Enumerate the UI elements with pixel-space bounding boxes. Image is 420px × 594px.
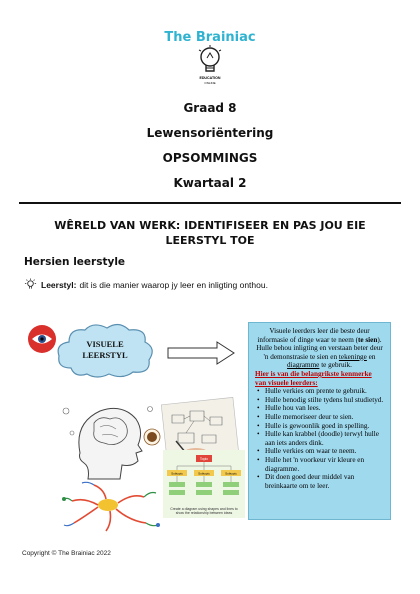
diagram-top-label: Topic: [199, 457, 209, 461]
right-arrow-icon: [167, 341, 235, 365]
definition-text: dit is die manier waarop jy leer en inligting onthou.: [79, 279, 268, 290]
definition: [24, 278, 268, 291]
list-item: • Hulle het 'n voorkeur vir kleure en diagramme.: [265, 456, 384, 473]
lightbulb-icon: [24, 278, 37, 291]
lightbulb-logo-icon: [195, 44, 225, 92]
section-heading: WÊRELD VAN WERK: IDENTIFISEER EN PAS JOU EIE LEERSTYL TOE: [54, 219, 366, 247]
grade: Graad 8: [183, 101, 237, 115]
trait-list: [255, 387, 384, 490]
list-item: • Dit doen goed deur middel van breinkaarte om te leer.: [265, 473, 384, 490]
list-item: • Hulle benodig stilte tydens hul studietyd.: [265, 396, 384, 405]
subject: Lewensoriëntering: [146, 126, 274, 140]
subheading: Hersien leerstyle: [24, 256, 126, 268]
logo-text-2: ONLINE: [204, 81, 216, 85]
list-item: • Hulle verkies om waar te neem.: [265, 447, 384, 456]
brand-title: The Brainiac: [164, 30, 256, 45]
diagram-mid-label: Subtopic: [171, 471, 183, 476]
definition-term: Leerstyl:: [41, 279, 77, 290]
cloud-label: [60, 339, 150, 361]
diagram-caption: Create a diagram using shapes and lines to show the relationship between ideas: [170, 507, 238, 515]
info-paragraph: Hulle behou inligting en verstaan beter deur 'n demonstrasie te sien en tekeninge en diagramme te gebruik.: [256, 344, 383, 370]
cloud-label-line-2: LEERSTYL: [82, 350, 128, 360]
list-item: • Hulle hou van lees.: [265, 404, 384, 413]
cloud-label-line-1: VISUELE: [86, 339, 124, 349]
document-type: OPSOMMINGS: [162, 151, 258, 165]
copyright: Copyright © The Brainiac 2022: [22, 550, 111, 557]
info-heading: Hier is van die belangrikste kenmerke van visuele leerders:: [255, 369, 372, 387]
diagram-mid-label: Subtopic: [198, 471, 210, 476]
list-item: • Hulle memoriseer deur te sien.: [265, 413, 384, 422]
cover-block: [0, 96, 420, 196]
diagram-mid-label: Subtopic: [225, 471, 237, 476]
logo-text-1: EDUCATION: [199, 76, 221, 80]
info-intro: Visuele leerders leer die beste deur informasie of dinge waar te neem (te sien).: [257, 327, 382, 344]
list-item: • Hulle verkies om prente te gebruik.: [265, 387, 384, 396]
list-item: • Hulle is gewoonlik goed in spelling.: [265, 422, 384, 431]
term: Kwartaal 2: [173, 176, 247, 190]
visual-learner-info-box: [248, 322, 391, 520]
list-item: • Hulle kan krabbel (doodle) terwyl hulle aan iets anders dink.: [265, 430, 384, 447]
divider: [19, 202, 401, 204]
